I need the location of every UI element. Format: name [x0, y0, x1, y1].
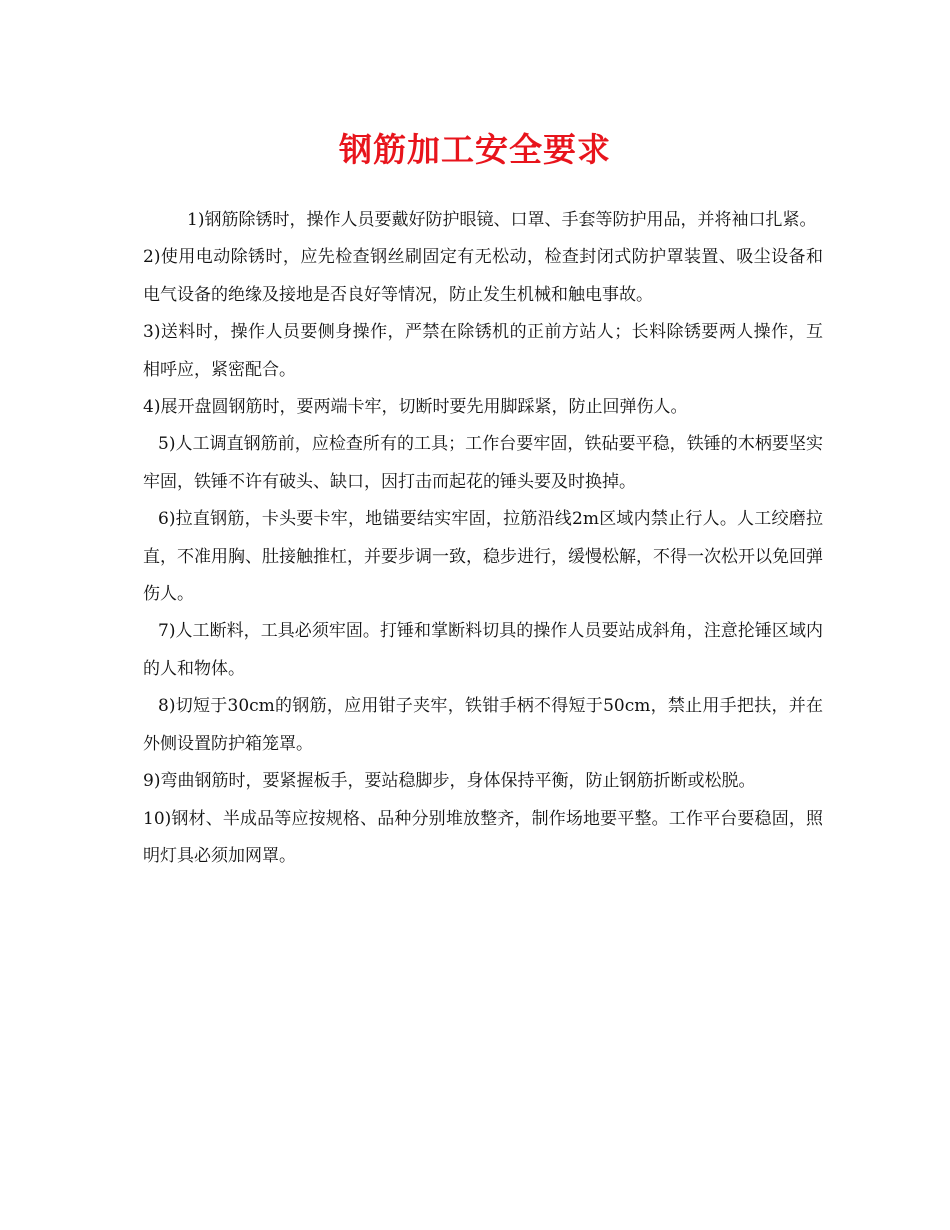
paragraph-2: 2)使用电动除锈时，应先检查钢丝刷固定有无松动，检查封闭式防护罩装置、吸尘设备和电气设备的绝缘及接地是否良好等情况，防止发生机械和触电事故。	[143, 247, 823, 305]
paragraph-5: 5)人工调直钢筋前，应检查所有的工具；工作台要牢固，铁砧要平稳，铁锤的木柄要坚实牢固，铁锤不许有破头、缺口，因打击而起花的锤头要及时换掉。	[143, 434, 823, 492]
paragraph-3: 3)送料时，操作人员要侧身操作，严禁在除锈机的正前方站人；长料除锈要两人操作，互相呼应，紧密配合。	[143, 322, 823, 380]
paragraph-10: 10)钢材、半成品等应按规格、品种分别堆放整齐，制作场地要平整。工作平台要稳固，照明灯具必须加网罩。	[143, 808, 823, 866]
paragraph-7: 7)人工断料，工具必须牢固。打锤和掌断料切具的操作人员要站成斜角，注意抡锤区域内的人和物体。	[143, 621, 823, 679]
paragraph-9: 9)弯曲钢筋时，要紧握板手，要站稳脚步，身体保持平衡，防止钢筋折断或松脱。	[143, 771, 756, 792]
document-title: 钢筋加工安全要求	[339, 130, 611, 169]
paragraph-4: 4)展开盘圆钢筋时，要两端卡牢，切断时要先用脚踩紧，防止回弹伤人。	[143, 397, 688, 418]
document-body	[143, 202, 823, 875]
paragraph-6: 6)拉直钢筋，卡头要卡牢，地锚要结实牢固，拉筋沿线2m区域内禁止行人。人工绞磨拉直，不准用胸、肚接触推杠，并要步调一致，稳步进行，缓慢松解，不得一次松开以免回弹伤人。	[143, 509, 823, 605]
paragraph-8: 8)切短于30cm的钢筋，应用钳子夹牢，铁钳手柄不得短于50cm，禁止用手把扶，并在外侧设置防护箱笼罩。	[143, 696, 823, 754]
paragraph-1: 1)钢筋除锈时，操作人员要戴好防护眼镜、口罩、手套等防护用品，并将袖口扎紧。	[187, 210, 817, 230]
